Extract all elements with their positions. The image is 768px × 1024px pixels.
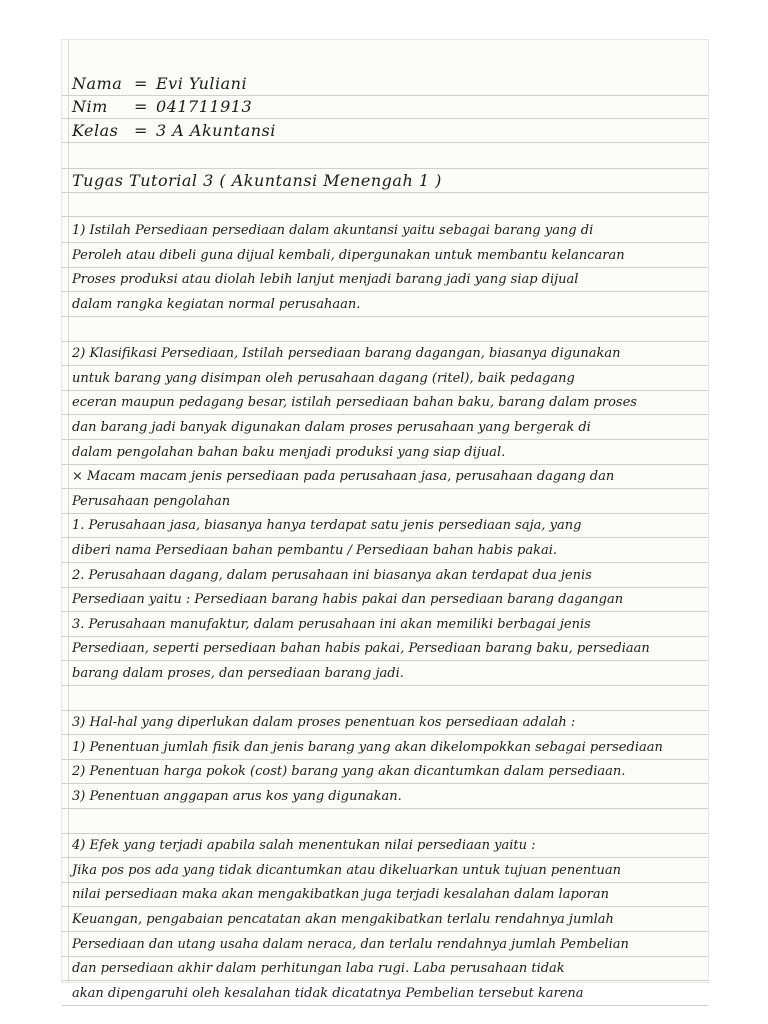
- text-line: [62, 388, 708, 415]
- handwritten-text: 3) Hal-hal yang diperlukan dalam proses penentuan kos persediaan adalah :: [72, 715, 576, 731]
- text-line: [62, 216, 708, 243]
- text-line: [62, 954, 708, 981]
- handwritten-text: dan barang jadi banyak digunakan dalam proses perusahaan yang bergerak di: [72, 420, 591, 436]
- handwritten-text: eceran maupun pedagang besar, istilah persediaan bahan baku, barang dalam proses: [72, 395, 637, 411]
- text-line: [62, 979, 708, 1006]
- handwritten-text: 1. Perusahaan jasa, biasanya hanya terdapat satu jenis persediaan saja, yang: [72, 518, 582, 534]
- text-line: [62, 339, 708, 366]
- handwritten-text: 1) Penentuan jumlah fisik dan jenis barang yang akan dikelompokkan sebagai persediaan: [72, 739, 663, 755]
- nama-colon: =: [134, 74, 148, 94]
- text-line: [62, 856, 708, 883]
- nim-value: 041711913: [156, 97, 253, 117]
- text-line: [62, 782, 708, 809]
- nim-colon: =: [134, 97, 148, 117]
- kelas-value: 3 A Akuntansi: [156, 121, 276, 141]
- kelas-label: Kelas: [72, 121, 119, 141]
- text-line: [62, 536, 708, 563]
- text-line: [62, 265, 708, 292]
- text-line: [62, 929, 708, 956]
- text-line: [62, 314, 708, 341]
- nama-value: Evi Yuliani: [156, 74, 248, 94]
- handwritten-text: 2) Penentuan harga pokok (cost) barang yang akan dicantumkan dalam persediaan.: [72, 764, 626, 780]
- handwritten-text: Persediaan dan utang usaha dalam neraca, dan terlalu rendahnya jumlah Pembelian: [72, 936, 629, 952]
- handwritten-text: Jika pos pos ada yang tidak dicantumkan atau dikeluarkan untuk tujuan penentuan: [72, 862, 622, 878]
- handwritten-text: barang dalam proses, dan persediaan barang jadi.: [72, 666, 404, 682]
- handwritten-text: dalam pengolahan bahan baku menjadi produksi yang siap dijual.: [72, 444, 506, 460]
- text-line: [62, 241, 708, 268]
- handwritten-text: 1) Istilah Persediaan persediaan dalam akuntansi yaitu sebagai barang yang di: [72, 223, 594, 239]
- text-line: [62, 733, 708, 760]
- text-line: [62, 511, 708, 538]
- header-kelas-row: [62, 116, 708, 143]
- text-line: [62, 831, 708, 858]
- text-line: [62, 462, 708, 489]
- assignment-title: Tugas Tutorial 3 ( Akuntansi Menengah 1 ): [72, 171, 442, 191]
- handwritten-text: 2. Perusahaan dagang, dalam perusahaan ini biasanya akan terdapat dua jenis: [72, 567, 592, 583]
- handwritten-text: Perusahaan pengolahan: [72, 493, 231, 509]
- handwritten-text: Keuangan, pengabaian pencatatan akan mengakibatkan terlalu rendahnya jumlah: [72, 912, 614, 928]
- text-line: [62, 290, 708, 317]
- text-line: [62, 905, 708, 932]
- text-line: [62, 659, 708, 686]
- text-line: [62, 560, 708, 587]
- text-line: [62, 806, 708, 833]
- handwritten-text: Proses produksi atau diolah lebih lanjut menjadi barang jadi yang siap dijual: [72, 272, 579, 288]
- text-line: [62, 634, 708, 661]
- text-line: [62, 487, 708, 514]
- handwritten-text: untuk barang yang disimpan oleh perusahaan dagang (ritel), baik pedagang: [72, 370, 575, 386]
- handwritten-text: 3) Penentuan anggapan arus kos yang digunakan.: [72, 789, 402, 805]
- text-line: [62, 413, 708, 440]
- text-line: [62, 437, 708, 464]
- handwritten-text: Persediaan, seperti persediaan bahan habis pakai, Persediaan barang baku, persediaan: [72, 641, 650, 657]
- handwritten-text: diberi nama Persediaan bahan pembantu / Persediaan bahan habis pakai.: [72, 543, 557, 559]
- text-line: [62, 364, 708, 391]
- handwritten-text: 2) Klasifikasi Persediaan, Istilah persediaan barang dagangan, biasanya digunakan: [72, 346, 621, 362]
- handwritten-text: × Macam macam jenis persediaan pada perusahaan jasa, perusahaan dagang dan: [72, 469, 615, 485]
- text-line: [62, 683, 708, 710]
- nim-label: Nim: [72, 97, 108, 117]
- handwritten-text: 4) Efek yang terjadi apabila salah menentukan nilai persediaan yaitu :: [72, 838, 536, 854]
- handwritten-text: nilai persediaan maka akan mengakibatkan juga terjadi kesalahan dalam laporan: [72, 887, 609, 903]
- handwritten-text: 3. Perusahaan manufaktur, dalam perusahaan ini akan memiliki berbagai jenis: [72, 616, 591, 632]
- handwritten-text: dalam rangka kegiatan normal perusahaan.: [72, 297, 361, 313]
- handwritten-text: akan dipengaruhi oleh kesalahan tidak dicatatnya Pembelian tersebut karena: [72, 985, 584, 1001]
- handwritten-text: Persediaan yaitu : Persediaan barang habis pakai dan persediaan barang dagangan: [72, 592, 624, 608]
- text-line: [62, 708, 708, 735]
- text-line: [62, 880, 708, 907]
- text-line: [62, 585, 708, 612]
- handwritten-text: Peroleh atau dibeli guna dijual kembali, dipergunakan untuk membantu kelancaran: [72, 247, 625, 263]
- text-line: [62, 757, 708, 784]
- blank-row: [62, 190, 708, 217]
- notebook-page: [62, 40, 708, 1001]
- nama-label: Nama: [72, 74, 123, 94]
- kelas-colon: =: [134, 121, 148, 141]
- text-line: [62, 610, 708, 637]
- handwritten-text: dan persediaan akhir dalam perhitungan laba rugi. Laba perusahaan tidak: [72, 961, 565, 977]
